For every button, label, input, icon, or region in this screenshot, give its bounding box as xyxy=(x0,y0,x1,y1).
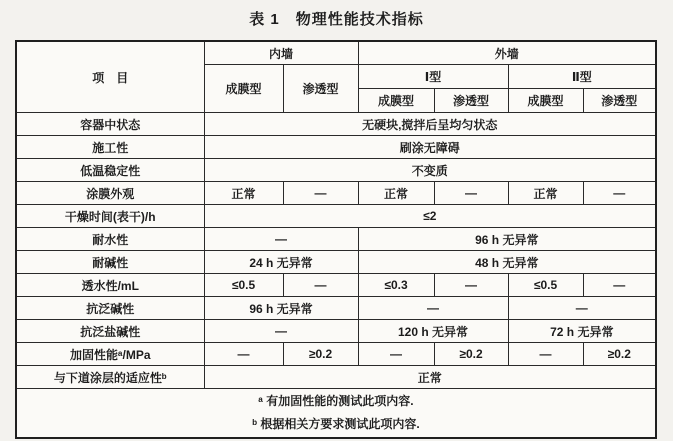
footnote-a: ᵃ 有加固性能的测试此项内容. xyxy=(258,394,414,408)
header-item: 项 目 xyxy=(16,41,204,113)
row-value: 48 h 无异常 xyxy=(358,251,656,274)
table-title: 表 1 物理性能技术指标 xyxy=(249,11,424,28)
row-value: — xyxy=(583,182,656,205)
table-row xyxy=(16,113,656,136)
row-value: 刷涂无障碍 xyxy=(204,136,656,159)
header-type2-penetrating: 渗透型 xyxy=(583,89,656,113)
table-row xyxy=(16,320,656,343)
row-value: ≤0.5 xyxy=(508,274,583,297)
row-value: 正常 xyxy=(358,182,434,205)
row-value: 正常 xyxy=(508,182,583,205)
table-row xyxy=(16,159,656,182)
row-value: — xyxy=(283,182,358,205)
row-value: 正常 xyxy=(204,366,656,389)
row-label: 干燥时间(表干)/h xyxy=(16,205,204,228)
row-value: 120 h 无异常 xyxy=(358,320,508,343)
row-label: 涂膜外观 xyxy=(16,182,204,205)
row-value: 正常 xyxy=(204,182,283,205)
row-label: 耐碱性 xyxy=(16,251,204,274)
row-label: 抗泛碱性 xyxy=(16,297,204,320)
footnote-b: ᵇ 根据相关方要求测试此项内容. xyxy=(252,417,420,431)
row-value: — xyxy=(434,182,508,205)
table-row xyxy=(16,343,656,366)
row-value: ≤2 xyxy=(204,205,656,228)
row-value: — xyxy=(358,343,434,366)
table-row xyxy=(16,366,656,389)
header-row-1 xyxy=(16,41,656,65)
row-label: 施工性 xyxy=(16,136,204,159)
row-value: ≥0.2 xyxy=(583,343,656,366)
row-value: — xyxy=(583,274,656,297)
row-value: — xyxy=(358,297,508,320)
table-row xyxy=(16,136,656,159)
row-value: — xyxy=(204,343,283,366)
footnote-row xyxy=(16,389,656,439)
header-exterior-wall: 外墙 xyxy=(358,41,656,65)
footnotes-cell xyxy=(16,389,656,439)
row-value: — xyxy=(283,274,358,297)
header-type1-penetrating: 渗透型 xyxy=(434,89,508,113)
row-value: 24 h 无异常 xyxy=(204,251,358,274)
row-value: 96 h 无异常 xyxy=(358,228,656,251)
table-row xyxy=(16,274,656,297)
header-type1-film-forming: 成膜型 xyxy=(358,89,434,113)
row-label: 抗泛盐碱性 xyxy=(16,320,204,343)
header-type-2: Ⅱ型 xyxy=(508,65,656,89)
row-value: 不变质 xyxy=(204,159,656,182)
row-value: — xyxy=(508,343,583,366)
table-row xyxy=(16,182,656,205)
table-row xyxy=(16,251,656,274)
row-value: ≥0.2 xyxy=(434,343,508,366)
row-value: ≤0.3 xyxy=(358,274,434,297)
row-label: 加固性能ᵃ/MPa xyxy=(16,343,204,366)
row-value: — xyxy=(508,297,656,320)
row-label: 低温稳定性 xyxy=(16,159,204,182)
physical-performance-table xyxy=(15,40,657,439)
row-label: 耐水性 xyxy=(16,228,204,251)
header-interior-penetrating: 渗透型 xyxy=(283,65,358,113)
row-label: 与下道涂层的适应性ᵇ xyxy=(16,366,204,389)
row-label: 容器中状态 xyxy=(16,113,204,136)
row-value: 96 h 无异常 xyxy=(204,297,358,320)
row-value: — xyxy=(434,274,508,297)
header-interior-film-forming: 成膜型 xyxy=(204,65,283,113)
header-type-1: Ⅰ型 xyxy=(358,65,508,89)
row-value: ≤0.5 xyxy=(204,274,283,297)
row-value: 无硬块,搅拌后呈均匀状态 xyxy=(204,113,656,136)
row-value: ≥0.2 xyxy=(283,343,358,366)
row-label: 透水性/mL xyxy=(16,274,204,297)
header-type2-film-forming: 成膜型 xyxy=(508,89,583,113)
row-value: 72 h 无异常 xyxy=(508,320,656,343)
table-row xyxy=(16,297,656,320)
row-value: — xyxy=(204,228,358,251)
table-row xyxy=(16,228,656,251)
header-interior-wall: 内墙 xyxy=(204,41,358,65)
row-value: — xyxy=(204,320,358,343)
table-row xyxy=(16,205,656,228)
